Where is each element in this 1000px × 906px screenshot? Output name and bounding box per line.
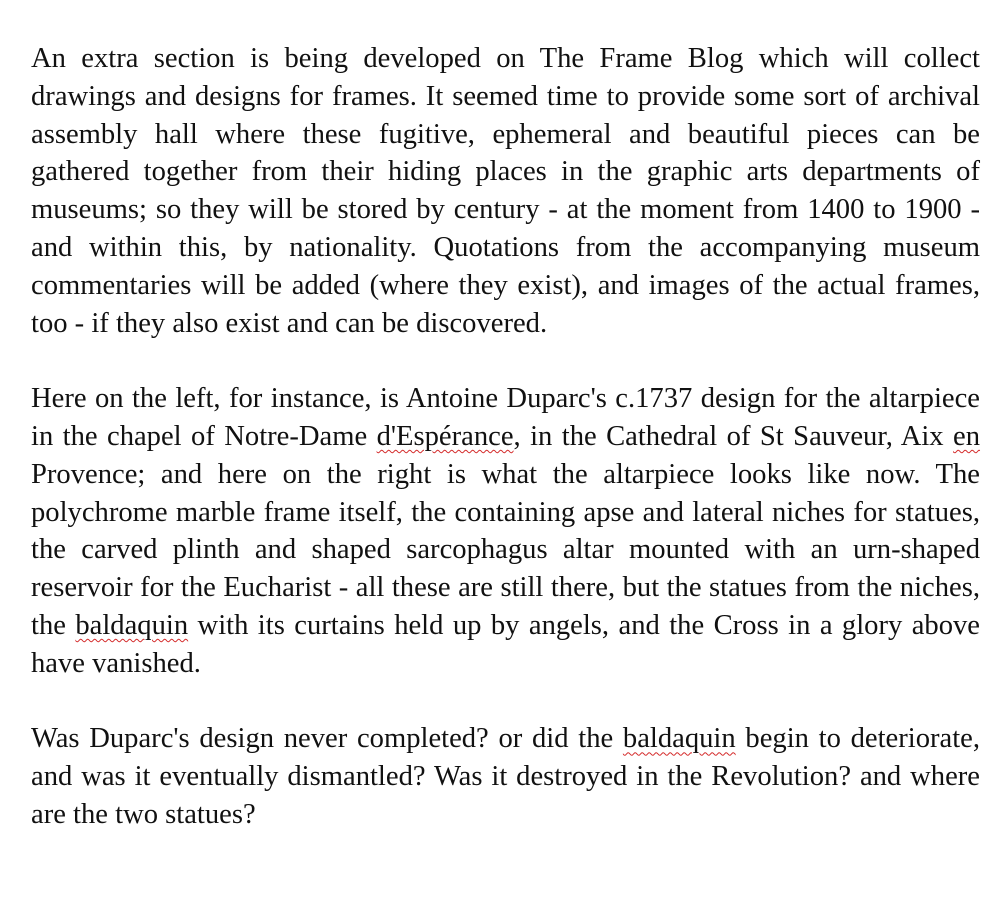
spellcheck-flagged-word[interactable]: d'Espérance — [376, 420, 514, 452]
paragraph-text: Provence; and here on the right is what the altarpiece looks like now. The polychrome marble frame itself, the containing apse and lateral niches for statues, the carved plinth and shaped sarcophagus altar mounted with an urn-shaped reservoir for the Eucharist - all these are still there, but the statues from the niches, the — [31, 458, 980, 641]
paragraph-text: with its curtains held up by angels, and the Cross in a glory above have vanished. — [31, 609, 980, 679]
paragraph-text: , in the Cathedral of St Sauveur, Aix — [513, 420, 954, 452]
paragraph-intro — [31, 40, 980, 342]
paragraph-questions — [31, 720, 980, 833]
paragraph-text: Here on the left, for instance, is Antoine Duparc's c.1737 design for the altarpiece in the chapel of Notre-Dame — [31, 383, 980, 452]
document-body — [31, 40, 980, 834]
paragraph-text: An extra section is being developed on The Frame Blog which will collect drawings and designs for frames. It seemed time to provide some sort of archival assembly hall where these fugitive, ephemeral and beautiful pieces can be gathered together from their hiding places in the graphic arts departments of museums; so they will be stored by century - at the moment from 1400 to 1900 - and within this, by nationality. Quotations from the accompanying museum commentaries will be added (where they exist), and images of the actual frames, too - if they also exist and can be discovered. — [31, 43, 980, 339]
paragraph-text: Was Duparc's design never completed? or did the — [31, 723, 623, 755]
paragraph-text: begin to deteriorate, and was it eventually dismantled? Was it destroyed in the Revolution? and where are the two statues? — [31, 723, 980, 830]
spellcheck-flagged-word[interactable]: baldaquin — [622, 723, 736, 755]
paragraph-duparc-design — [31, 380, 980, 682]
spellcheck-flagged-word[interactable]: en — [953, 420, 981, 452]
spellcheck-flagged-word[interactable]: baldaquin — [75, 609, 189, 641]
